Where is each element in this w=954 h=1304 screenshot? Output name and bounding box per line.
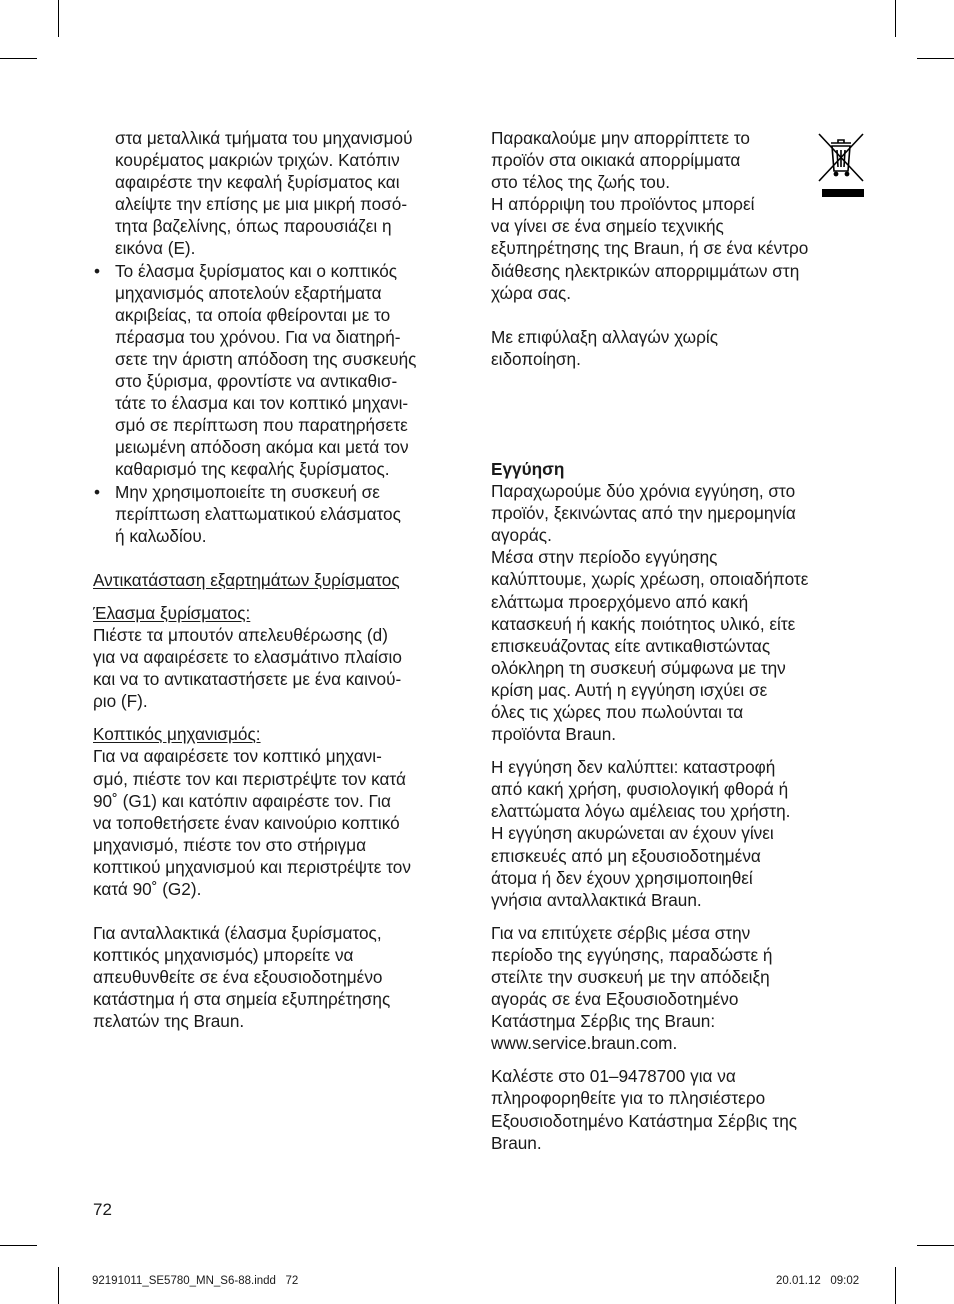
text-line: αγοράς. xyxy=(491,525,552,546)
text-line: ακριβείας, τα οποία φθείρονται με το xyxy=(115,304,391,325)
text-line: Μέσα στην περίοδο εγγύησης xyxy=(491,547,718,568)
text-line: μηχανισμός αποτελούν εξαρτήματα xyxy=(115,282,382,303)
foil-heading: Έλασμα ξυρίσματος: xyxy=(93,602,251,623)
text-line: απευθυνθείτε σε ένα εξουσιοδοτημένο xyxy=(93,967,383,988)
text-line: Κατάστημα Σέρβις της Braun: xyxy=(491,1011,716,1032)
text-line: ελάττωμα προερχόμενο από κακή xyxy=(491,591,749,612)
warranty-paragraph xyxy=(491,480,866,745)
crossed-out-wheelie-bin-icon xyxy=(816,131,866,199)
parts-paragraph xyxy=(93,922,468,1032)
text-line: να τοποθετήσετε έναν καινούριο κοπτικό xyxy=(93,812,400,833)
left-column xyxy=(93,127,468,1033)
text-line: Braun. xyxy=(491,1132,542,1153)
bullet-item-defective-foil xyxy=(93,481,468,547)
bullet-symbol: • xyxy=(94,260,101,281)
crop-mark xyxy=(58,0,59,37)
text-line: Η εγγύηση δεν καλύπτει: καταστροφή xyxy=(491,757,776,778)
text-line: μηχανισμό, πιέστε τον στο στήριγμα xyxy=(93,834,367,855)
intro-paragraph xyxy=(93,127,468,260)
cutter-paragraph xyxy=(93,745,468,900)
foil-paragraph xyxy=(93,624,468,712)
text-line: προϊόντα Braun. xyxy=(491,724,617,745)
text-line: ειδοποίηση. xyxy=(491,348,581,369)
text-line: ολόκληρη τη συσκευή σύμφωνα με την xyxy=(491,657,786,678)
replacement-heading: Αντικατάσταση εξαρτημάτων ξυρίσματος xyxy=(93,569,400,590)
text-line: πληροφορηθείτε για το πλησιέστερο xyxy=(491,1088,766,1109)
service-url: www.service.braun.com. xyxy=(491,1033,678,1054)
text-line: κατάστημα ή στα σημεία εξυπηρέτησης xyxy=(93,989,391,1010)
text-line: επισκευές από μη εξουσιοδοτημένα xyxy=(491,845,761,866)
text-line: Για να αφαιρέσετε τον κοπτικό μηχανι- xyxy=(93,746,382,767)
text-line: τητα βαζελίνης, όπως παρουσιάζει η xyxy=(115,216,392,237)
text-line: να γίνει σε ένα σημείο τεχνικής xyxy=(491,216,724,237)
warranty-exclusions-paragraph xyxy=(491,756,866,911)
warranty-heading: Εγγύηση xyxy=(491,458,565,479)
text-line: σετε την άριστη απόδοση της συσκευής xyxy=(115,348,417,369)
text-line: κατασκευή ή κακής ποιότητος υλικό, είτε xyxy=(491,613,796,634)
text-line: καθαρισμό της κεφαλής ξυρίσματος. xyxy=(115,459,390,480)
text-line: ελαττώματα λόγω αμέλειας του χρήστη. xyxy=(491,801,791,822)
page-number: 72 xyxy=(93,1200,112,1219)
warranty-call-paragraph xyxy=(491,1065,866,1153)
text-line: καλύπτουμε, χωρίς χρέωση, οποιαδήποτε xyxy=(491,569,809,590)
warranty-service-paragraph xyxy=(491,922,866,1055)
text-line: από κακή χρήση, φυσιολογική φθορά ή xyxy=(491,779,789,800)
text-line: Με επιφύλαξη αλλαγών χωρίς xyxy=(491,326,718,347)
text-line: περίπτωση ελαττωματικού ελάσματος xyxy=(115,503,401,524)
bullet-item-precision-parts xyxy=(93,260,468,481)
text-line: Η εγγύηση ακυρώνεται αν έχουν γίνει xyxy=(491,823,774,844)
text-line: Πιέστε τα μπουτόν απελευθέρωσης (d) xyxy=(93,624,388,645)
text-line: σμό σε περίπτωση που παρατηρήσετε xyxy=(115,415,408,436)
text-line: εικόνα (E). xyxy=(115,238,196,259)
text-line: γνήσια ανταλλακτικά Braun. xyxy=(491,889,702,910)
text-line: επισκευάζοντας είτε αντικαθιστώντας xyxy=(491,635,771,656)
text-line: ριο (F). xyxy=(93,691,148,712)
bullet-symbol: • xyxy=(94,481,101,502)
disposal-paragraph xyxy=(491,127,866,304)
text-line: διάθεσης ηλεκτρικών απορριμμάτων στη xyxy=(491,260,800,281)
text-line: και να το αντικαταστήσετε με ένα καινού- xyxy=(93,669,402,690)
text-line: κοπτικού μηχανισμού και περιστρέψτε τον xyxy=(93,856,411,877)
text-line: στα μεταλλικά τμήματα του μηχανισμού xyxy=(115,128,413,148)
crop-mark xyxy=(895,1267,896,1304)
crop-mark xyxy=(917,1245,954,1246)
text-line: πέρασμα του χρόνου. Για να διατηρή- xyxy=(115,326,401,347)
text-line: Για ανταλλακτικά (έλασμα ξυρίσματος, xyxy=(93,923,382,944)
text-line: προϊόν στα οικιακά απορρίμματα xyxy=(491,150,741,171)
text-line: άτομα ή δεν έχουν χρησιμοποιηθεί xyxy=(491,867,753,888)
text-line: Μην χρησιμοποιείτε τη συσκευή σε xyxy=(115,481,380,502)
text-line: για να αφαιρέσετε το ελασμάτινο πλαίσιο xyxy=(93,647,402,668)
text-line: αφαιρέστε την κεφαλή ξυρίσματος και xyxy=(115,172,400,193)
text-line: στο τέλος της ζωής του. xyxy=(491,172,671,193)
text-line: κρίση μας. Αυτή η εγγύηση ισχύει σε xyxy=(491,679,768,700)
crop-mark xyxy=(0,1245,37,1246)
text-line: Για να επιτύχετε σέρβις μέσα στην xyxy=(491,922,751,943)
text-line: μειωμένη απόδοση ακόμα και μετά τον xyxy=(115,437,409,458)
text-line: Εξουσιοδοτημένο Κατάστημα Σέρβις της xyxy=(491,1110,798,1131)
text-line: τάτε το έλασμα και τον κοπτικό μηχανι- xyxy=(115,393,409,414)
text-line: εξυπηρέτησης της Braun, ή σε ένα κέντρο xyxy=(491,238,809,259)
text-line: Παραχωρούμε δύο χρόνια εγγύηση, στο xyxy=(491,481,796,502)
text-line: χώρα σας. xyxy=(491,282,572,303)
crop-mark xyxy=(895,0,896,37)
footer-file-name: 92191011_SE5780_MN_S6-88.indd 72 xyxy=(92,1275,299,1287)
text-line: κατά 90˚ (G2). xyxy=(93,879,202,899)
text-line: προϊόν, ξεκινώντας από την ημερομηνία xyxy=(491,503,796,524)
text-line: Το έλασμα ξυρίσματος και ο κοπτικός xyxy=(115,260,398,281)
text-line: περίοδο της εγγύησης, παραδώστε ή xyxy=(491,944,773,965)
crop-mark xyxy=(0,58,37,59)
text-line: ή καλωδίου. xyxy=(115,525,207,546)
text-line: στείλτε την συσκευή με την απόδειξη xyxy=(491,967,770,987)
text-line: αλείψτε την επίσης με μια μικρή ποσό- xyxy=(115,194,408,215)
crop-mark xyxy=(917,58,954,59)
text-line: στο ξύρισμα, φροντίστε να αντικαθισ- xyxy=(115,371,398,392)
text-line: Η απόρριψη του προϊόντος μπορεί xyxy=(491,194,755,215)
text-line: Καλέστε στο 01–9478700 για να xyxy=(491,1066,736,1087)
notice-paragraph xyxy=(491,326,866,370)
text-line: όλες τις χώρες που πωλούνται τα xyxy=(491,701,744,722)
text-line: 90˚ (G1) και κατόπιν αφαιρέστε τον. Για xyxy=(93,790,391,811)
cutter-heading: Κοπτικός μηχανισμός: xyxy=(93,724,261,745)
footer-date-time: 20.01.12 09:02 xyxy=(776,1275,860,1287)
text-line: κοπτικός μηχανισμός) μπορείτε να xyxy=(93,945,354,966)
crop-mark xyxy=(58,1267,59,1304)
text-line: κουρέματος μακριών τριχών. Κατόπιν xyxy=(115,150,400,171)
text-line: Παρακαλούμε μην απορρίπτετε το xyxy=(491,128,750,148)
text-line: αγοράς σε ένα Εξουσιοδοτημένο xyxy=(491,989,739,1010)
text-line: σμό, πιέστε τον και περιστρέψτε τον κατά xyxy=(93,768,406,789)
right-column xyxy=(491,127,866,1154)
text-line: πελατών της Braun. xyxy=(93,1011,245,1032)
